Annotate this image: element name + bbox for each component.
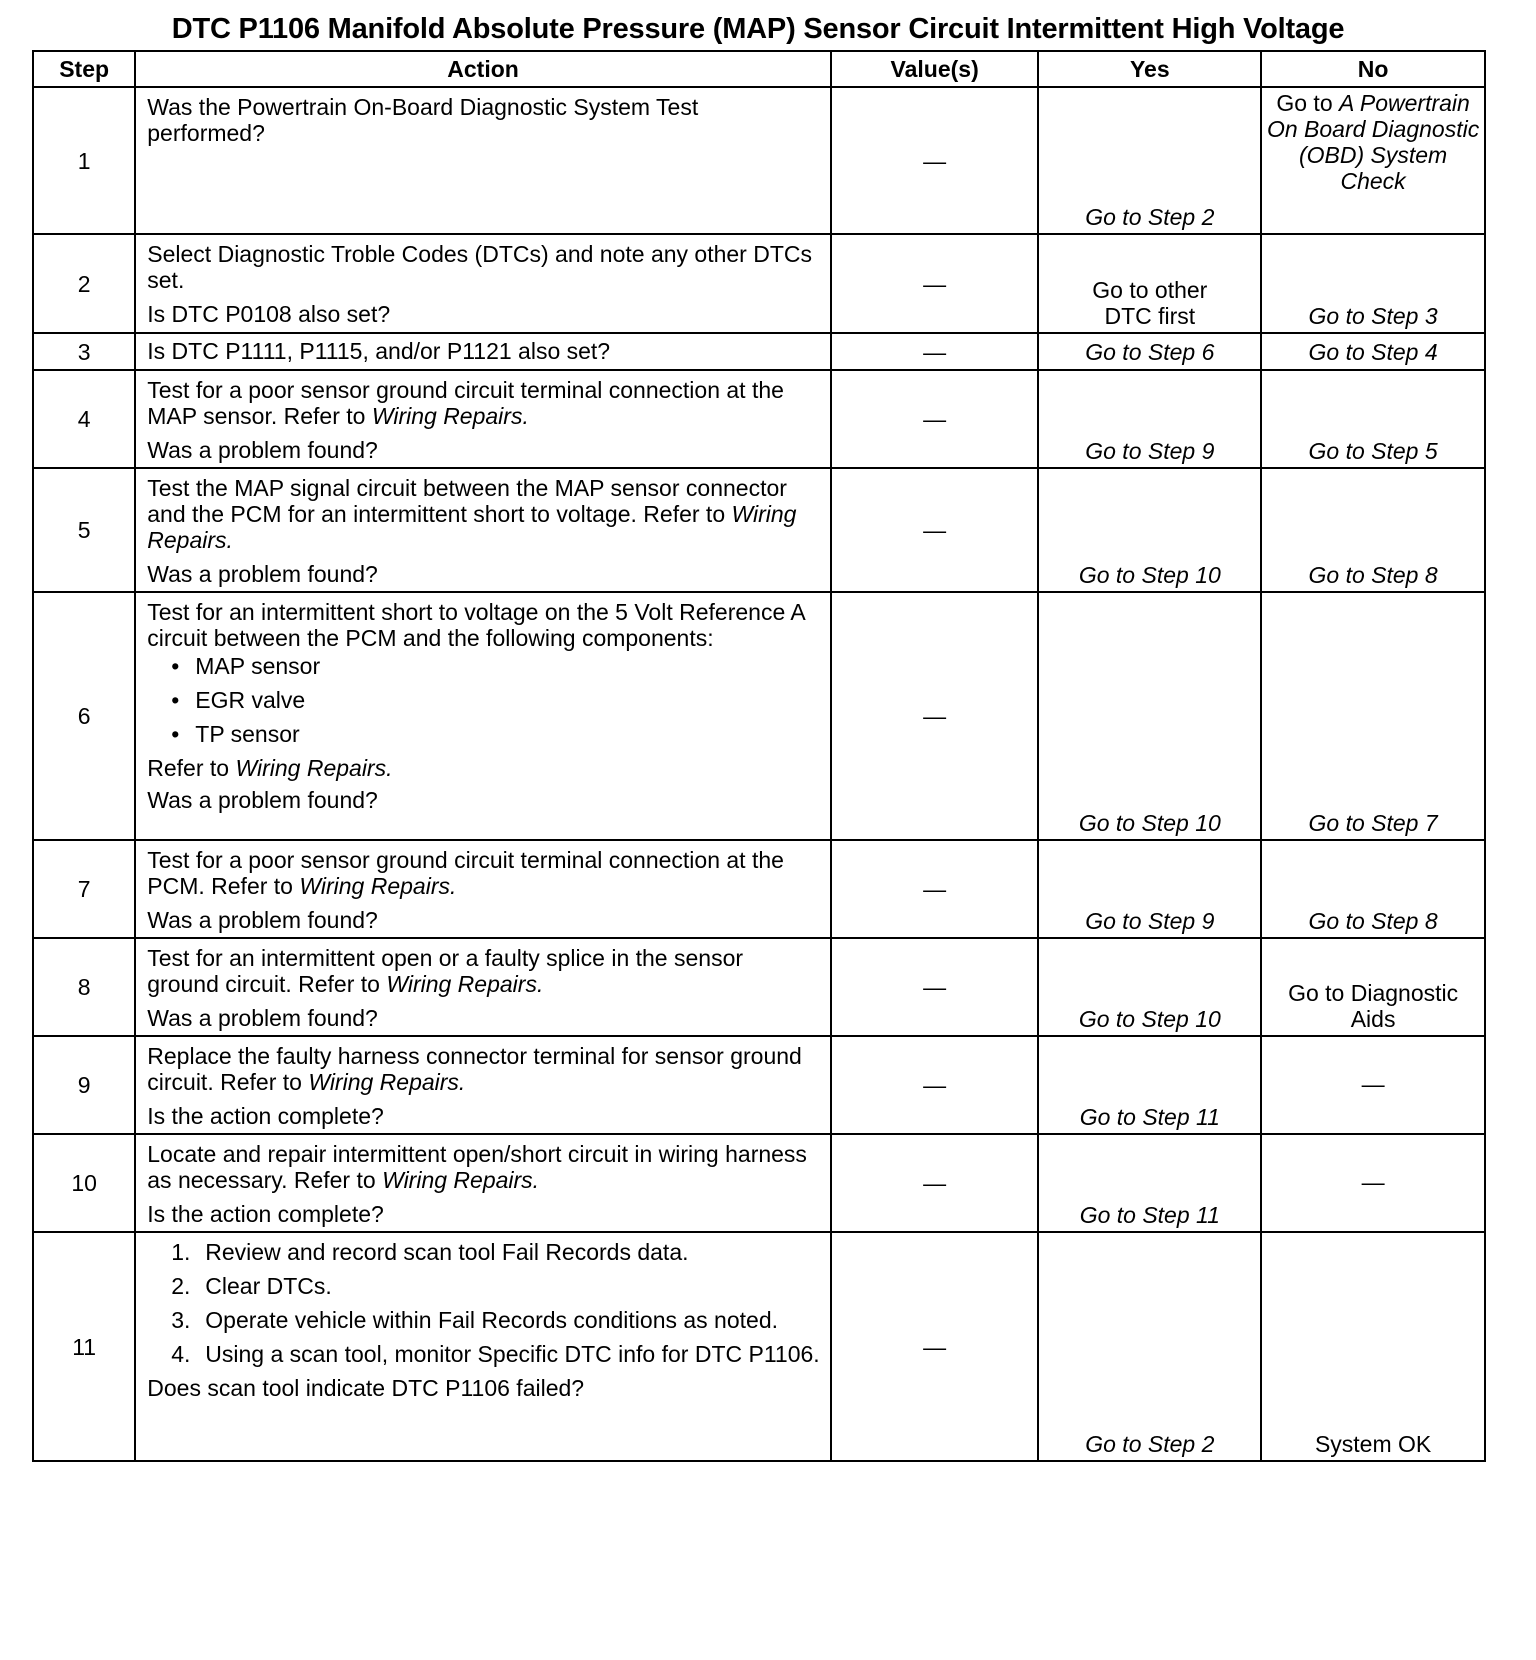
no-cell: Go to Step 5: [1261, 370, 1485, 468]
list-item: 3. Operate vehicle within Fail Records conditions as noted.: [171, 1307, 779, 1333]
list-item: 2. Clear DTCs.: [171, 1273, 332, 1299]
action-cell: [135, 592, 831, 840]
action-text: Test for an intermittent open or a faulty splice in the sensor ground circuit. Refer to Wiring Repairs.: [147, 945, 744, 997]
yes-cell: Go to Step 2: [1038, 87, 1261, 234]
yes-cell: Go to Step 11: [1038, 1134, 1261, 1232]
action-question: Was a problem found?: [147, 561, 378, 587]
step-number: 8: [33, 938, 135, 1036]
no-cell: —: [1261, 1036, 1485, 1134]
procedure-list: [147, 1239, 820, 1367]
action-cell: [135, 87, 831, 234]
yes-cell: Go to Step 10: [1038, 468, 1261, 592]
step-number: 2: [33, 234, 135, 333]
value-cell: —: [831, 1036, 1039, 1134]
action-text: Was the Powertrain On-Board Diagnostic System Test performed?: [147, 94, 699, 146]
no-cell: Go to Step 3: [1261, 234, 1485, 333]
action-question: Does scan tool indicate DTC P1106 failed?: [147, 1375, 585, 1401]
yes-cell: Go to Step 11: [1038, 1036, 1261, 1134]
action-cell: [135, 370, 831, 468]
action-text: Test for a poor sensor ground circuit terminal connection at the MAP sensor. Refer to Wiring Repairs.: [147, 377, 784, 429]
action-cell: [135, 1036, 831, 1134]
table-row: [33, 468, 1485, 592]
value-cell: —: [831, 1232, 1039, 1461]
action-cell: [135, 1134, 831, 1232]
header-row: [33, 51, 1485, 87]
table-row: [33, 1232, 1485, 1461]
step-number: 5: [33, 468, 135, 592]
list-item: • MAP sensor: [147, 653, 820, 679]
value-cell: —: [831, 234, 1039, 333]
action-text: Test for a poor sensor ground circuit terminal connection at the PCM. Refer to Wiring Repairs.: [147, 847, 784, 899]
wiring-repairs-ref: Wiring Repairs.: [147, 501, 797, 553]
action-question: Was a problem found?: [147, 787, 378, 813]
action-cell: [135, 333, 831, 370]
page-title: DTC P1106 Manifold Absolute Pressure (MAP) Sensor Circuit Intermittent High Voltage: [171, 13, 1345, 45]
no-link: A Powertrain On Board Diagnostic (OBD) System Check: [1266, 90, 1480, 194]
action-cell: [135, 234, 831, 333]
value-cell: —: [831, 87, 1039, 234]
no-cell: Go to Step 8: [1261, 468, 1485, 592]
list-item: 1. Review and record scan tool Fail Records data.: [171, 1239, 689, 1265]
wiring-repairs-ref: Wiring Repairs.: [386, 971, 544, 997]
action-question: Is the action complete?: [147, 1103, 384, 1129]
header-action: Action: [135, 51, 831, 87]
action-cell: [135, 468, 831, 592]
wiring-repairs-ref: Wiring Repairs.: [308, 1069, 466, 1095]
yes-cell: Go to Step 2: [1038, 1232, 1261, 1461]
action-text: Select Diagnostic Troble Codes (DTCs) and note any other DTCs set.: [147, 241, 812, 293]
action-question: Was a problem found?: [147, 907, 378, 933]
no-cell: Go to Step 8: [1261, 840, 1485, 938]
no-cell: Go to Diagnostic Aids: [1261, 938, 1485, 1036]
yes-cell: Go to Step 6: [1038, 333, 1261, 370]
action-cell: [135, 938, 831, 1036]
action-question: Was a problem found?: [147, 437, 378, 463]
header-no: No: [1261, 51, 1485, 87]
value-cell: —: [831, 938, 1039, 1036]
table-row: [33, 87, 1485, 234]
yes-cell: Go to Step 9: [1038, 370, 1261, 468]
wiring-repairs-ref: Wiring Repairs.: [235, 755, 393, 781]
table-row: [33, 1134, 1485, 1232]
no-cell: Go to Step 4: [1261, 333, 1485, 370]
no-cell: System OK: [1261, 1232, 1485, 1461]
header-step: Step: [33, 51, 135, 87]
wiring-repairs-ref: Wiring Repairs.: [371, 403, 529, 429]
action-question: Is DTC P0108 also set?: [147, 301, 391, 327]
step-number: 3: [33, 333, 135, 370]
value-cell: —: [831, 333, 1039, 370]
yes-cell: Go to Step 10: [1038, 592, 1261, 840]
table-row: [33, 840, 1485, 938]
wiring-repairs-ref: Wiring Repairs.: [382, 1167, 540, 1193]
header-yes: Yes: [1038, 51, 1261, 87]
table-row: [33, 1036, 1485, 1134]
action-cell: [135, 840, 831, 938]
diagnostic-table: [32, 50, 1486, 1462]
header-values: Value(s): [831, 51, 1039, 87]
step-number: 4: [33, 370, 135, 468]
value-cell: —: [831, 1134, 1039, 1232]
list-item: 4. Using a scan tool, monitor Specific DTC info for DTC P1106.: [171, 1341, 820, 1367]
no-prefix: Go to: [1276, 90, 1333, 116]
yes-cell: Go to Step 9: [1038, 840, 1261, 938]
no-cell: Go to Step 7: [1261, 592, 1485, 840]
table-row: [33, 370, 1485, 468]
value-cell: —: [831, 592, 1039, 840]
yes-cell: Go to other DTC first: [1038, 234, 1261, 333]
component-list: [147, 653, 820, 747]
action-cell: [135, 1232, 831, 1461]
action-question: Is the action complete?: [147, 1201, 384, 1227]
value-cell: —: [831, 840, 1039, 938]
no-cell: [1261, 87, 1485, 234]
value-cell: —: [831, 370, 1039, 468]
action-text: Locate and repair intermittent open/short circuit in wiring harness as necessary. Refer to Wiring Repairs.: [147, 1141, 807, 1193]
step-number: 11: [33, 1232, 135, 1461]
value-cell: —: [831, 468, 1039, 592]
action-text: Test the MAP signal circuit between the MAP sensor connector and the PCM for an intermittent short to voltage. Refer to Wiring Repairs.: [147, 475, 797, 553]
table-row: [33, 333, 1485, 370]
action-text: Replace the faulty harness connector terminal for sensor ground circuit. Refer to Wiring Repairs.: [147, 1043, 802, 1095]
step-number: 1: [33, 87, 135, 234]
step-number: 7: [33, 840, 135, 938]
no-cell: —: [1261, 1134, 1485, 1232]
step-number: 10: [33, 1134, 135, 1232]
wiring-repairs-ref: Wiring Repairs.: [299, 873, 457, 899]
action-refer: Refer to Wiring Repairs.: [147, 755, 393, 781]
list-item: • EGR valve: [147, 687, 820, 713]
yes-cell: Go to Step 10: [1038, 938, 1261, 1036]
list-item: • TP sensor: [147, 721, 820, 747]
action-text: Test for an intermittent short to voltage on the 5 Volt Reference A circuit between the PCM and the following components:: [147, 599, 805, 651]
table-row: [33, 938, 1485, 1036]
action-question: Was a problem found?: [147, 1005, 378, 1031]
step-number: 6: [33, 592, 135, 840]
table-row: [33, 592, 1485, 840]
action-question: Is DTC P1111, P1115, and/or P1121 also set?: [147, 338, 611, 364]
table-row: [33, 234, 1485, 333]
step-number: 9: [33, 1036, 135, 1134]
